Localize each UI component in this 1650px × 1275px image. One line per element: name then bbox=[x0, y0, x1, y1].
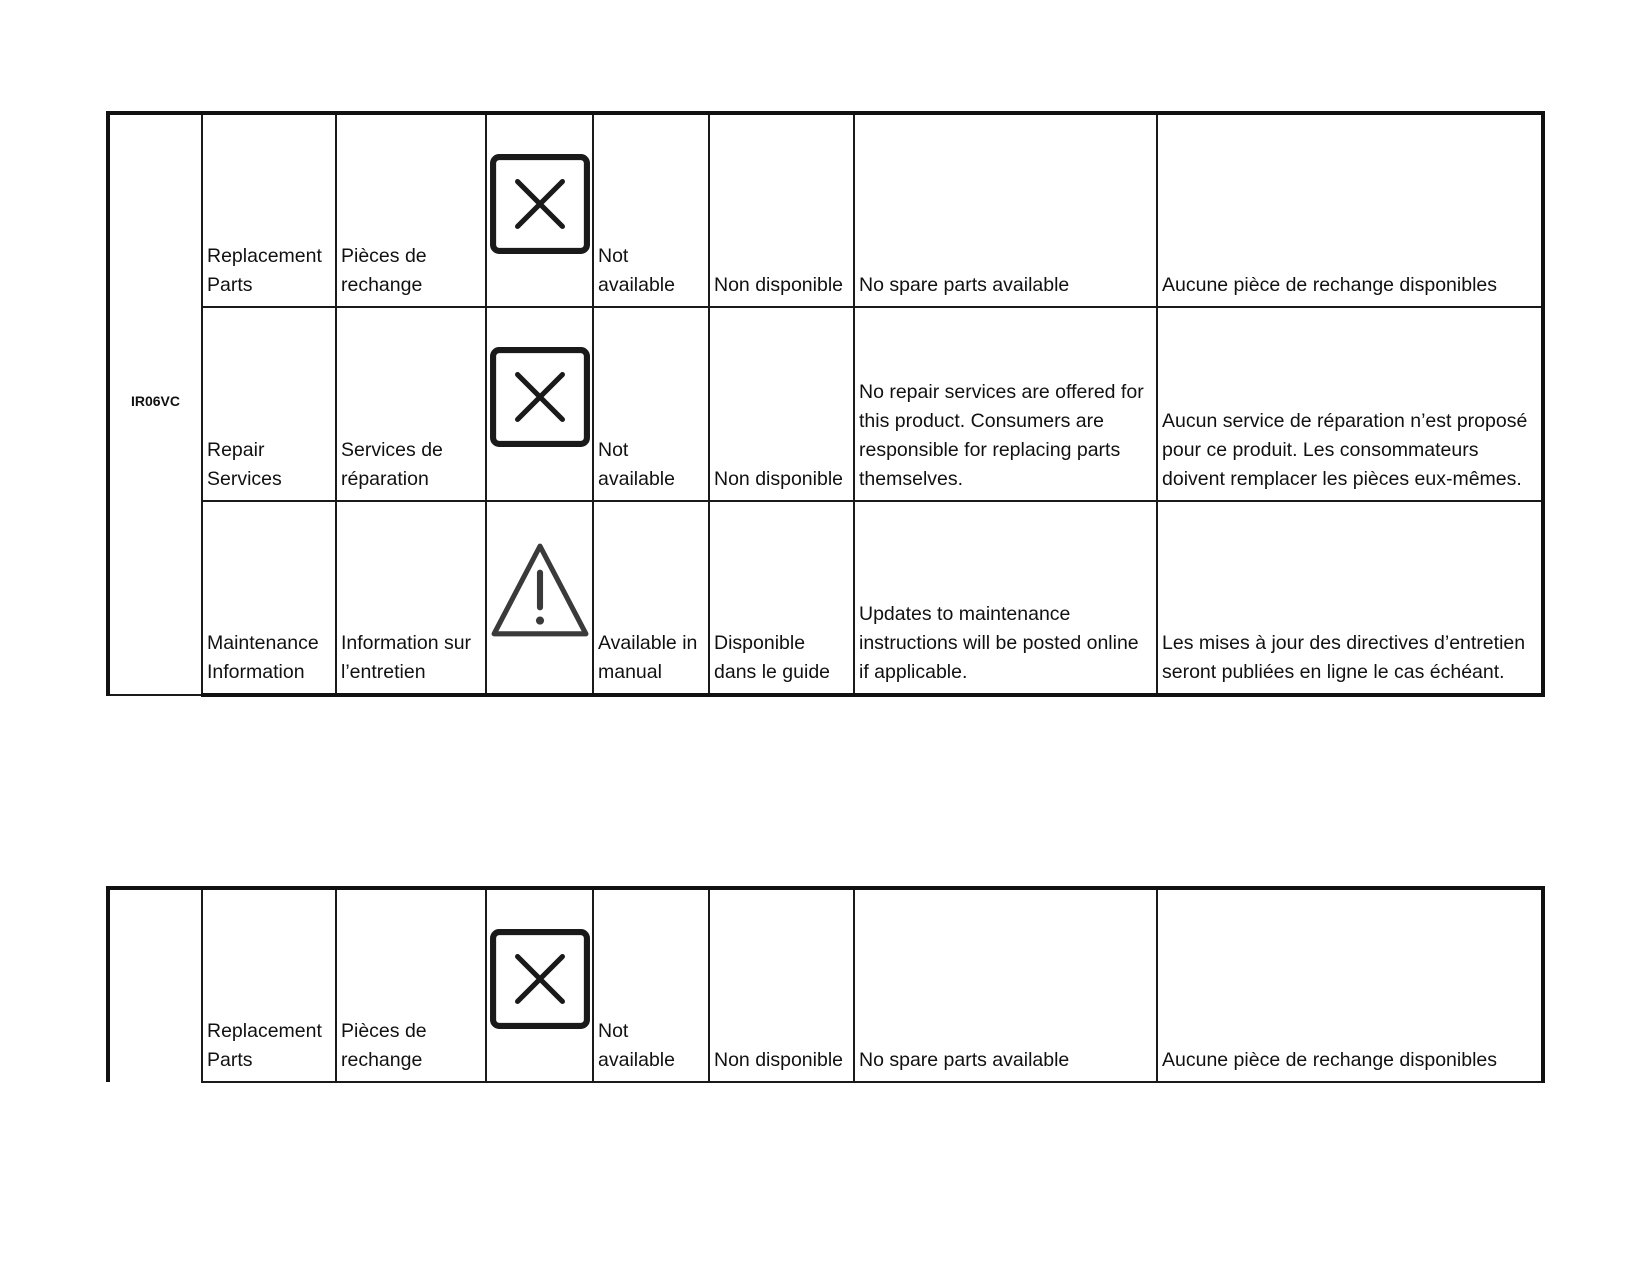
status-en: Available in manual bbox=[593, 501, 709, 695]
status-fr: Non disponible bbox=[709, 888, 854, 1082]
detail-fr: Aucune pièce de rechange disponibles bbox=[1157, 113, 1543, 307]
category-fr: Services de réparation bbox=[336, 307, 486, 501]
x-box-icon bbox=[489, 153, 591, 255]
status-fr: Non disponible bbox=[709, 113, 854, 307]
table-row bbox=[108, 307, 1543, 501]
category-en: Replacement Parts bbox=[202, 888, 336, 1082]
status-en: Not available bbox=[593, 307, 709, 501]
table-row bbox=[108, 888, 1543, 1082]
warning-triangle-icon bbox=[489, 540, 591, 642]
repairability-table-2 bbox=[106, 886, 1545, 1083]
table-row bbox=[108, 113, 1543, 307]
status-en: Not available bbox=[593, 113, 709, 307]
status-fr: Disponible dans le guide bbox=[709, 501, 854, 695]
detail-fr: Aucune pièce de rechange disponibles bbox=[1157, 888, 1543, 1082]
table-row bbox=[108, 501, 1543, 695]
detail-en: No spare parts available bbox=[854, 113, 1157, 307]
model-number: IR06VC bbox=[108, 113, 202, 695]
detail-en: No spare parts available bbox=[854, 888, 1157, 1082]
status-icon-cell bbox=[486, 307, 593, 501]
status-fr: Non disponible bbox=[709, 307, 854, 501]
detail-fr: Aucun service de réparation n’est proposé pour ce produit. Les consommateurs doivent remplacer les pièces eux-mêmes. bbox=[1157, 307, 1543, 501]
category-fr: Pièces de rechange bbox=[336, 113, 486, 307]
x-box-icon bbox=[489, 346, 591, 448]
status-icon-cell bbox=[486, 501, 593, 695]
status-icon-cell bbox=[486, 113, 593, 307]
detail-en: No repair services are offered for this product. Consumers are responsible for replacing parts themselves. bbox=[854, 307, 1157, 501]
detail-fr: Les mises à jour des directives d’entretien seront publiées en ligne le cas échéant. bbox=[1157, 501, 1543, 695]
category-en: Replacement Parts bbox=[202, 113, 336, 307]
detail-en: Updates to maintenance instructions will be posted online if applicable. bbox=[854, 501, 1157, 695]
model-cell bbox=[108, 888, 202, 1082]
category-fr: Pièces de rechange bbox=[336, 888, 486, 1082]
status-en: Not available bbox=[593, 888, 709, 1082]
status-icon-cell bbox=[486, 888, 593, 1082]
x-box-icon bbox=[489, 928, 591, 1030]
category-en: Maintenance Information bbox=[202, 501, 336, 695]
category-fr: Information sur l’entretien bbox=[336, 501, 486, 695]
repairability-table-1 bbox=[106, 111, 1545, 697]
category-en: Repair Services bbox=[202, 307, 336, 501]
